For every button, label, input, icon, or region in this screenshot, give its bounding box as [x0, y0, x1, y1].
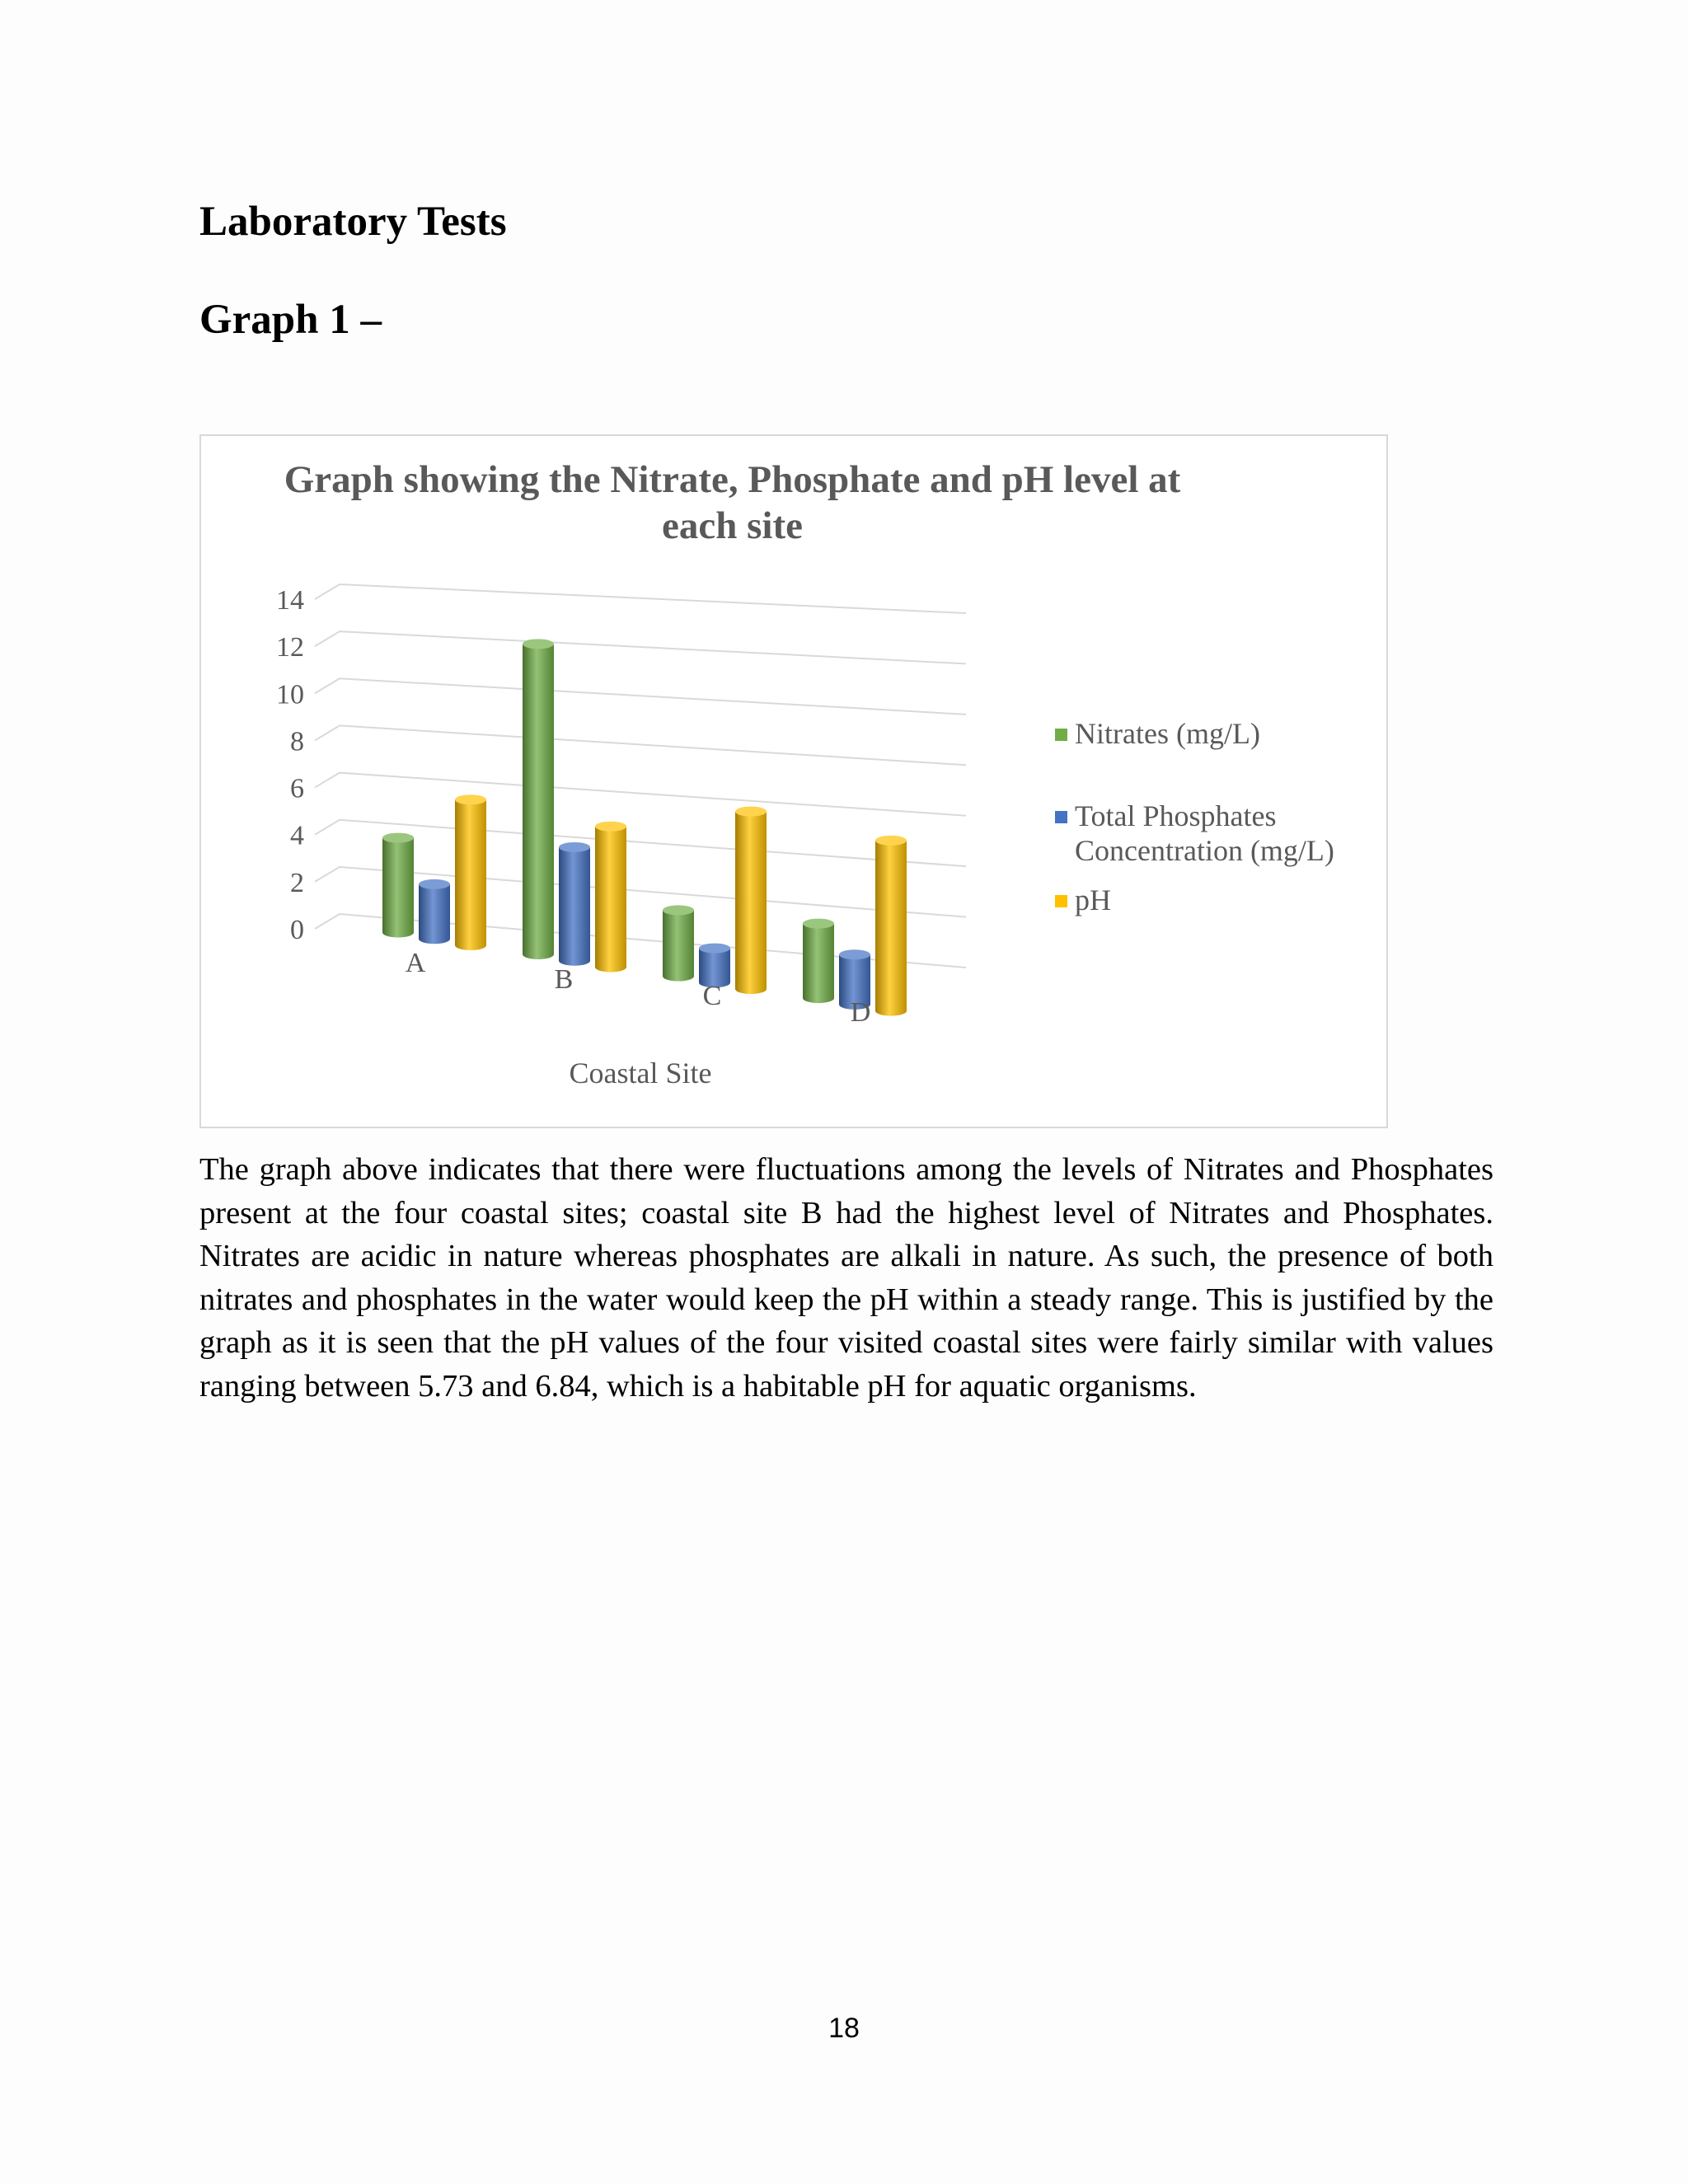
y-tick-label: 8 — [290, 726, 304, 757]
bar-cap-d-1 — [839, 949, 870, 959]
bar-cap-b-0 — [523, 639, 554, 649]
bar-cap-d-2 — [875, 836, 907, 846]
bar-b-2 — [595, 827, 626, 972]
y-axis-ticks — [276, 585, 304, 945]
gridline — [315, 773, 966, 816]
bar-a-2 — [455, 799, 486, 950]
gridline — [315, 678, 966, 715]
graph-heading: Graph 1 – — [199, 297, 382, 343]
bar-cap-c-1 — [699, 944, 730, 954]
chart-frame — [199, 434, 1388, 1128]
bar-a-1 — [419, 884, 450, 944]
bar-cap-d-0 — [803, 919, 834, 929]
legend-swatch-nitrates — [1055, 729, 1067, 741]
y-tick-label: 6 — [290, 773, 304, 804]
bar-c-0 — [663, 910, 694, 981]
x-axis-categories — [406, 948, 871, 1028]
legend-swatch-ph — [1055, 895, 1067, 907]
legend-label-ph: pH — [1075, 883, 1111, 916]
bar-d-2 — [875, 841, 907, 1016]
gridline — [315, 631, 966, 663]
bar-chart — [201, 436, 1390, 1130]
legend-item-nitrates — [1075, 716, 1260, 751]
bar-cap-c-0 — [663, 905, 694, 915]
legend-item-ph — [1075, 883, 1111, 917]
y-tick-label: 12 — [276, 632, 304, 663]
body-paragraph: The graph above indicates that there were fluctuations among the levels of Nitrates and Phosphates present at the four coastal sites; coastal site B had the highest level of Nitrates and Phosphates. Nitrates are acidic in nature whereas phosphates are alkali in nature. As such, the presence of both nitrates and phosphates in the water would keep the pH within a steady range. This is justified by the graph as it is seen that the pH values of the four visited coastal sites were fairly similar with values ranging between 5.73 and 6.84, which is a habitable pH for aquatic organisms. — [199, 1152, 1493, 1404]
x-category-label: C — [702, 981, 722, 1011]
bar-cap-a-2 — [455, 794, 486, 804]
bar-a-0 — [382, 838, 414, 938]
chart-title-line-2: each site — [662, 504, 803, 547]
gridline — [315, 584, 966, 613]
section-heading: Laboratory Tests — [199, 199, 507, 245]
y-tick-label: 10 — [276, 679, 304, 710]
bar-cap-b-2 — [595, 822, 626, 832]
legend-label-phosphates: Total Phosphates Concentration (mg/L) — [1075, 799, 1334, 867]
legend-swatch-phosphates — [1055, 811, 1067, 823]
bar-cap-a-0 — [382, 833, 414, 843]
y-tick-label: 14 — [276, 585, 304, 616]
bar-cap-b-1 — [559, 842, 590, 852]
legend-label-nitrates: Nitrates (mg/L) — [1075, 717, 1260, 750]
x-axis-title: Coastal Site — [569, 1057, 712, 1090]
bar-d-0 — [803, 924, 834, 1003]
y-tick-label: 0 — [290, 915, 304, 945]
x-category-label: A — [405, 948, 426, 978]
page-number: 18 — [828, 2013, 860, 2044]
legend-item-phosphates — [1075, 799, 1355, 868]
y-tick-label: 4 — [290, 820, 304, 851]
gridline — [315, 725, 966, 765]
bar-c-2 — [735, 812, 767, 994]
y-tick-label: 2 — [290, 867, 304, 898]
x-category-label: D — [850, 997, 871, 1028]
x-category-label: B — [554, 964, 574, 995]
chart-title-line-1: Graph showing the Nitrate, Phosphate and pH level at — [284, 458, 1181, 501]
bar-b-0 — [523, 644, 554, 959]
bar-b-1 — [559, 847, 590, 966]
bar-cap-a-1 — [419, 879, 450, 889]
bar-cap-c-2 — [735, 807, 767, 817]
